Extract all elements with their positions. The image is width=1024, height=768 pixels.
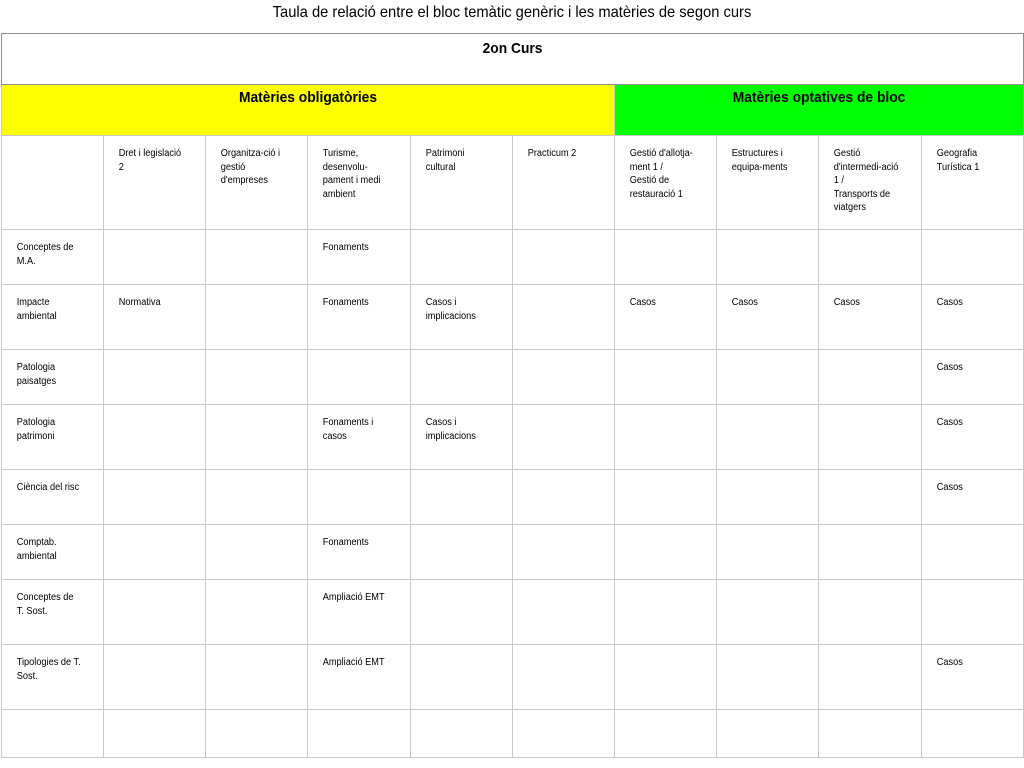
cell-text	[206, 285, 299, 296]
cell-text	[206, 580, 299, 591]
table-row	[2, 645, 1024, 710]
cell-text	[615, 405, 708, 416]
table-cell	[411, 285, 513, 350]
table-cell	[513, 350, 615, 405]
table-cell	[922, 285, 1024, 350]
table-cell	[819, 645, 922, 710]
row-label: Patologia patrimoni	[16, 417, 56, 442]
row-label-cell	[2, 285, 104, 350]
table-cell	[922, 710, 1024, 758]
cell-text	[717, 350, 810, 361]
cell-text	[206, 525, 299, 536]
table-cell	[104, 645, 206, 710]
table-cell	[717, 525, 819, 580]
cell-text: Fonaments	[322, 242, 369, 253]
table-cell	[615, 470, 717, 525]
row-label: Ciència del risc	[16, 482, 80, 493]
table-cell	[411, 525, 513, 580]
optional-group-header	[615, 85, 1024, 136]
cell-text	[206, 470, 299, 481]
cell-text: Casos	[936, 482, 963, 493]
table-cell	[922, 525, 1024, 580]
table-cell	[717, 645, 819, 710]
subject-name: Gestió d'allotja- ment 1 / Gestió de restauració 1	[629, 148, 693, 200]
table-cell	[411, 350, 513, 405]
table-cell	[615, 230, 717, 285]
course-header	[2, 34, 1024, 85]
table-cell	[513, 470, 615, 525]
cell-text	[717, 230, 810, 241]
cell-text: Casos i implicacions	[425, 297, 476, 322]
table-cell	[717, 230, 819, 285]
cell-text	[411, 350, 504, 361]
subject-name: Geografia Turística 1	[936, 148, 980, 173]
cell-text: Casos	[833, 297, 860, 308]
table-cell	[104, 710, 206, 758]
row-label-cell	[2, 230, 104, 285]
table-cell	[513, 525, 615, 580]
table-cell	[819, 350, 922, 405]
table-cell	[513, 580, 615, 645]
cell-text	[819, 230, 913, 241]
row-label: Tipologies de T. Sost.	[16, 657, 81, 682]
row-label: Impacte ambiental	[16, 297, 57, 322]
cell-text	[717, 580, 810, 591]
table-cell	[513, 285, 615, 350]
subject-name: Gestió d'intermedi-ació 1 / Transports de viatgers	[833, 148, 899, 213]
cell-text	[411, 470, 504, 481]
subject-name: Organitza-ció i gestió d'empreses	[220, 148, 281, 186]
table-cell	[513, 230, 615, 285]
cell-text	[717, 710, 810, 721]
subject-name: Estructures i equipa-ments	[731, 148, 788, 173]
table-cell	[104, 525, 206, 580]
table-cell	[104, 230, 206, 285]
table-cell	[513, 710, 615, 758]
table-cell	[819, 405, 922, 470]
table-cell	[308, 230, 411, 285]
cell-text	[308, 710, 402, 721]
cell-text: Casos	[936, 657, 963, 668]
subject-name: Practicum 2	[527, 148, 577, 159]
cell-text: Fonaments	[322, 537, 369, 548]
table-cell	[308, 285, 411, 350]
cell-text	[206, 710, 299, 721]
cell-text	[308, 350, 402, 361]
subject-header-cell	[206, 136, 308, 230]
table-cell	[819, 525, 922, 580]
row-label: Conceptes de T. Sost.	[16, 592, 74, 617]
cell-text	[513, 350, 606, 361]
table-cell	[819, 470, 922, 525]
table-cell	[717, 405, 819, 470]
table-cell	[615, 710, 717, 758]
cell-text	[717, 525, 810, 536]
subject-name: Dret i legislació 2	[118, 148, 182, 173]
table-cell	[206, 645, 308, 710]
obligatory-group-header	[2, 85, 615, 136]
table-cell	[513, 645, 615, 710]
cell-text	[615, 710, 708, 721]
row-label	[2, 710, 95, 721]
subject-header-cell	[922, 136, 1024, 230]
cell-text	[615, 350, 708, 361]
table-cell	[308, 710, 411, 758]
cell-text	[513, 645, 606, 656]
cell-text: Fonaments	[322, 297, 369, 308]
table-cell	[717, 350, 819, 405]
table-cell	[819, 580, 922, 645]
cell-text	[819, 645, 913, 656]
page-title: Taula de relació entre el bloc temàtic genèric i les matèries de segon curs	[272, 4, 752, 21]
cell-text	[206, 350, 299, 361]
row-label-cell	[2, 350, 104, 405]
cell-text	[615, 230, 708, 241]
table-cell	[308, 645, 411, 710]
cell-text: Ampliació EMT	[322, 592, 385, 603]
subject-header-cell	[104, 136, 206, 230]
table-cell	[411, 230, 513, 285]
row-label-cell	[2, 580, 104, 645]
table-row	[2, 285, 1024, 350]
table-cell	[615, 405, 717, 470]
cell-text	[513, 525, 606, 536]
cell-text	[819, 405, 913, 416]
cell-text: Casos	[629, 297, 656, 308]
table-cell	[411, 645, 513, 710]
subject-header-row	[2, 136, 1024, 230]
obligatory-group-label: Matèries obligatòries	[238, 89, 378, 106]
table-cell	[819, 230, 922, 285]
table-cell	[717, 580, 819, 645]
table-cell	[615, 525, 717, 580]
optional-group-label: Matèries optatives de bloc	[732, 89, 906, 106]
subject-header-cell	[819, 136, 922, 230]
row-label-cell	[2, 710, 104, 758]
cell-text	[104, 580, 197, 591]
table-cell	[411, 580, 513, 645]
table-cell	[922, 350, 1024, 405]
cell-text	[922, 230, 1015, 241]
row-label: Patologia paisatges	[16, 362, 57, 387]
table-cell	[104, 285, 206, 350]
cell-text	[308, 470, 402, 481]
cell-text: Ampliació EMT	[322, 657, 385, 668]
table-cell	[308, 525, 411, 580]
cell-text	[615, 645, 708, 656]
cell-text	[513, 470, 606, 481]
table-row	[2, 350, 1024, 405]
cell-text: Casos	[731, 297, 758, 308]
cell-text	[615, 525, 708, 536]
cell-text	[819, 470, 913, 481]
table-row	[2, 580, 1024, 645]
cell-text: Casos	[936, 297, 963, 308]
table-cell	[104, 405, 206, 470]
table-cell	[206, 285, 308, 350]
cell-text	[104, 710, 197, 721]
table-cell	[411, 405, 513, 470]
subject-name: Turisme, desenvolu- pament i medi ambient	[322, 148, 381, 200]
cell-text	[615, 470, 708, 481]
table-row	[2, 405, 1024, 470]
cell-text	[717, 470, 810, 481]
table-cell	[819, 710, 922, 758]
table-cell	[819, 285, 922, 350]
row-label: Conceptes de M.A.	[16, 242, 74, 267]
cell-text	[717, 645, 810, 656]
relation-table	[1, 33, 1024, 758]
table-cell	[411, 470, 513, 525]
cell-text	[411, 525, 504, 536]
subject-header-cell	[615, 136, 717, 230]
row-label-cell	[2, 470, 104, 525]
table-row	[2, 230, 1024, 285]
cell-text	[819, 525, 913, 536]
cell-text	[819, 710, 913, 721]
table-cell	[717, 285, 819, 350]
cell-text	[104, 525, 197, 536]
subject-header-cell	[513, 136, 615, 230]
table-cell	[308, 350, 411, 405]
table-cell	[206, 470, 308, 525]
table-cell	[104, 470, 206, 525]
cell-text	[513, 580, 606, 591]
table-cell	[206, 580, 308, 645]
subject-name: Patrimoni cultural	[425, 148, 465, 173]
table-cell	[513, 405, 615, 470]
cell-text	[206, 230, 299, 241]
corner-cell	[2, 136, 104, 230]
table-cell	[308, 470, 411, 525]
table-cell	[615, 350, 717, 405]
table-cell	[922, 645, 1024, 710]
cell-text	[513, 230, 606, 241]
cell-text	[819, 580, 913, 591]
subject-header-cell	[717, 136, 819, 230]
cell-text	[513, 285, 606, 296]
table-row	[2, 470, 1024, 525]
cell-text: Casos	[936, 417, 963, 428]
table-cell	[717, 710, 819, 758]
row-label-cell	[2, 525, 104, 580]
subject-header-cell	[308, 136, 411, 230]
cell-text: Casos	[936, 362, 963, 373]
table-row	[2, 710, 1024, 758]
cell-text	[104, 350, 197, 361]
cell-text	[104, 405, 197, 416]
cell-text	[104, 230, 197, 241]
table-cell	[922, 580, 1024, 645]
cell-text	[206, 405, 299, 416]
table-cell	[615, 285, 717, 350]
table-cell	[922, 405, 1024, 470]
cell-text	[104, 645, 197, 656]
row-label: Comptab. ambiental	[16, 537, 57, 562]
table-cell	[922, 230, 1024, 285]
course-title: 2on Curs	[482, 40, 543, 57]
cell-text	[411, 580, 504, 591]
cell-text	[922, 710, 1015, 721]
table-cell	[411, 710, 513, 758]
table-cell	[308, 405, 411, 470]
cell-text	[922, 525, 1015, 536]
table-cell	[206, 525, 308, 580]
cell-text	[922, 580, 1015, 591]
cell-text	[206, 645, 299, 656]
table-cell	[206, 405, 308, 470]
table-cell	[206, 350, 308, 405]
cell-text	[513, 710, 606, 721]
table-cell	[206, 710, 308, 758]
cell-text	[104, 470, 197, 481]
cell-text	[411, 230, 504, 241]
subject-header-cell	[411, 136, 513, 230]
cell-text	[411, 710, 504, 721]
cell-text	[717, 405, 810, 416]
table-cell	[717, 470, 819, 525]
cell-text: Casos i implicacions	[425, 417, 476, 442]
row-label-cell	[2, 645, 104, 710]
table-cell	[615, 580, 717, 645]
cell-text	[819, 350, 913, 361]
table-cell	[104, 350, 206, 405]
cell-text	[513, 405, 606, 416]
row-label-cell	[2, 405, 104, 470]
table-cell	[615, 645, 717, 710]
cell-text: Fonaments i casos	[322, 417, 374, 442]
cell-text: Normativa	[118, 297, 161, 308]
cell-text	[615, 580, 708, 591]
cell-text	[411, 645, 504, 656]
table-cell	[206, 230, 308, 285]
table-row	[2, 525, 1024, 580]
table-cell	[104, 580, 206, 645]
table-cell	[922, 470, 1024, 525]
table-cell	[308, 580, 411, 645]
